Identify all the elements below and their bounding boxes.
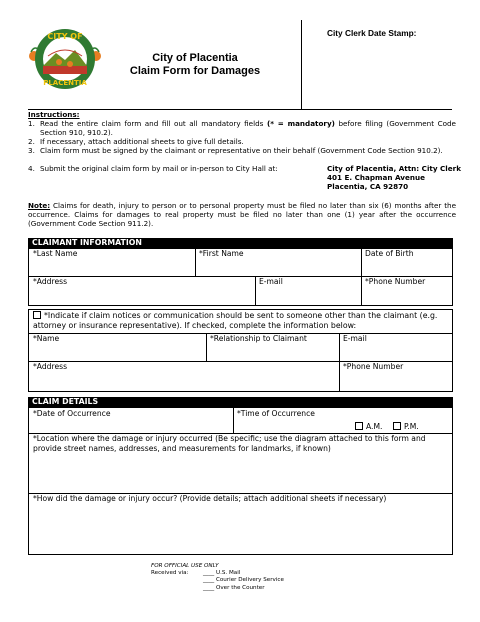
city-seal — [28, 26, 102, 92]
address-line: City of Placentia, Attn: City Clerk — [327, 164, 461, 173]
header-rule — [28, 109, 452, 110]
city-hall-address — [327, 164, 461, 191]
instruction-text: before filing (Government Code Section 910, 910.2). — [40, 119, 456, 137]
how-label: *How did the damage or injury occur? (Provide details; attach additional sheets if necessary) — [33, 494, 387, 503]
representative-checkbox[interactable] — [33, 311, 41, 319]
occurrence-time-label: *Time of Occurrence — [237, 409, 315, 418]
received-option: ____ U.S. Mail — [203, 570, 241, 576]
instruction-text: Submit the original claim form by mail or in-person to City Hall at: — [40, 164, 278, 173]
instruction-text: If necessary, attach additional sheets to give full details. — [40, 137, 244, 146]
phone-label: *Phone Number — [365, 277, 426, 286]
claimant-band: CLAIMANT INFORMATION — [28, 238, 453, 249]
instruction-number: 4. — [28, 164, 35, 173]
last-name-label: *Last Name — [33, 249, 78, 258]
instructions-title: Instructions: — [28, 110, 80, 119]
email-label: E-mail — [259, 277, 283, 286]
svg-text:CITY OF: CITY OF — [47, 32, 83, 41]
stamp-label: City Clerk Date Stamp: — [327, 28, 417, 38]
instruction-1 — [28, 119, 456, 137]
instruction-2 — [28, 137, 456, 146]
address-label: *Address — [33, 277, 68, 286]
instruction-text: Claim form must be signed by the claimant or representative on their behalf (Government Code Section 910.2). — [40, 146, 443, 155]
rep-name-label: *Name — [33, 334, 60, 343]
address-field[interactable] — [29, 287, 255, 305]
received-option-label: U.S. Mail — [215, 570, 241, 576]
phone-field[interactable] — [362, 287, 452, 305]
am-checkbox[interactable] — [355, 422, 363, 430]
form-title: Claim Form for Damages — [129, 65, 261, 77]
instruction-mandatory: (* = mandatory) — [266, 119, 335, 128]
how-field[interactable] — [29, 505, 452, 554]
received-option: ____ Over the Counter — [203, 584, 265, 591]
received-option-label: Over the Counter — [215, 584, 265, 591]
last-name-field[interactable] — [29, 259, 195, 276]
instruction-4 — [28, 164, 318, 173]
received-option-label: Courier Delivery Service — [215, 577, 284, 584]
rep-email-field[interactable] — [340, 344, 452, 361]
dob-label: Date of Birth — [365, 249, 414, 258]
rep-email-label: E-mail — [343, 334, 367, 343]
city-name: City of Placentia — [152, 52, 238, 64]
first-name-label: *First Name — [199, 249, 244, 258]
instruction-number: 1. — [28, 119, 35, 128]
occurrence-time-field[interactable] — [234, 419, 344, 433]
am-label: A.M. — [366, 422, 383, 431]
representative-note-text: *Indicate if claim notices or communication should be sent to someone other than the claimant (e.g. attorney or insurance representative). If checked, complete the information below: — [33, 311, 438, 330]
note-label: Note: — [28, 201, 51, 210]
occurrence-date-field[interactable] — [29, 419, 233, 433]
rep-name-field[interactable] — [29, 344, 206, 361]
rep-address-label: *Address — [33, 362, 68, 371]
svg-text:PLACENTIA: PLACENTIA — [43, 79, 87, 87]
dob-field[interactable] — [362, 259, 452, 276]
official-use-title: FOR OFFICIAL USE ONLY — [151, 563, 219, 569]
representative-note — [33, 311, 449, 331]
instruction-text: Read the entire claim form and fill out all mandatory fields — [40, 119, 267, 128]
occurrence-date-label: *Date of Occurrence — [33, 409, 111, 418]
note-text: Claims for death, injury to person or to personal property must be filed no later than six (6) months after the occurrence. Claims for damages to real property must be filed no later than one (1) year after the occurrence (Government Code Section 911.2). — [28, 201, 456, 228]
rep-phone-label: *Phone Number — [343, 362, 404, 371]
first-name-field[interactable] — [196, 259, 361, 276]
rep-address-field[interactable] — [29, 372, 339, 391]
rep-relationship-field[interactable] — [207, 344, 339, 361]
instruction-number: 3. — [28, 146, 35, 155]
location-label: *Location where the damage or injury occurred (Be specific; use the diagram attached to this form and provide street names, addresses, and measurements for landmarks, if known) — [33, 434, 426, 453]
address-line: Placentia, CA 92870 — [327, 182, 409, 191]
rep-phone-field[interactable] — [340, 372, 452, 391]
pm-label: P.M. — [404, 422, 419, 431]
filing-note — [28, 201, 456, 228]
received-option: ____ Courier Delivery Service — [203, 577, 284, 584]
pm-checkbox[interactable] — [393, 422, 401, 430]
pm-option[interactable] — [393, 422, 419, 432]
claim-details-band: CLAIM DETAILS — [28, 397, 453, 408]
email-field[interactable] — [256, 287, 361, 305]
received-via-label: Received via: — [151, 570, 189, 576]
address-line: 401 E. Chapman Avenue — [327, 173, 425, 182]
stamp-divider — [301, 20, 302, 110]
instruction-3 — [28, 146, 456, 155]
instruction-number: 2. — [28, 137, 35, 146]
received-options — [203, 570, 284, 592]
location-field[interactable] — [29, 456, 452, 493]
am-option[interactable] — [355, 422, 382, 432]
rep-relationship-label: *Relationship to Claimant — [210, 334, 307, 343]
